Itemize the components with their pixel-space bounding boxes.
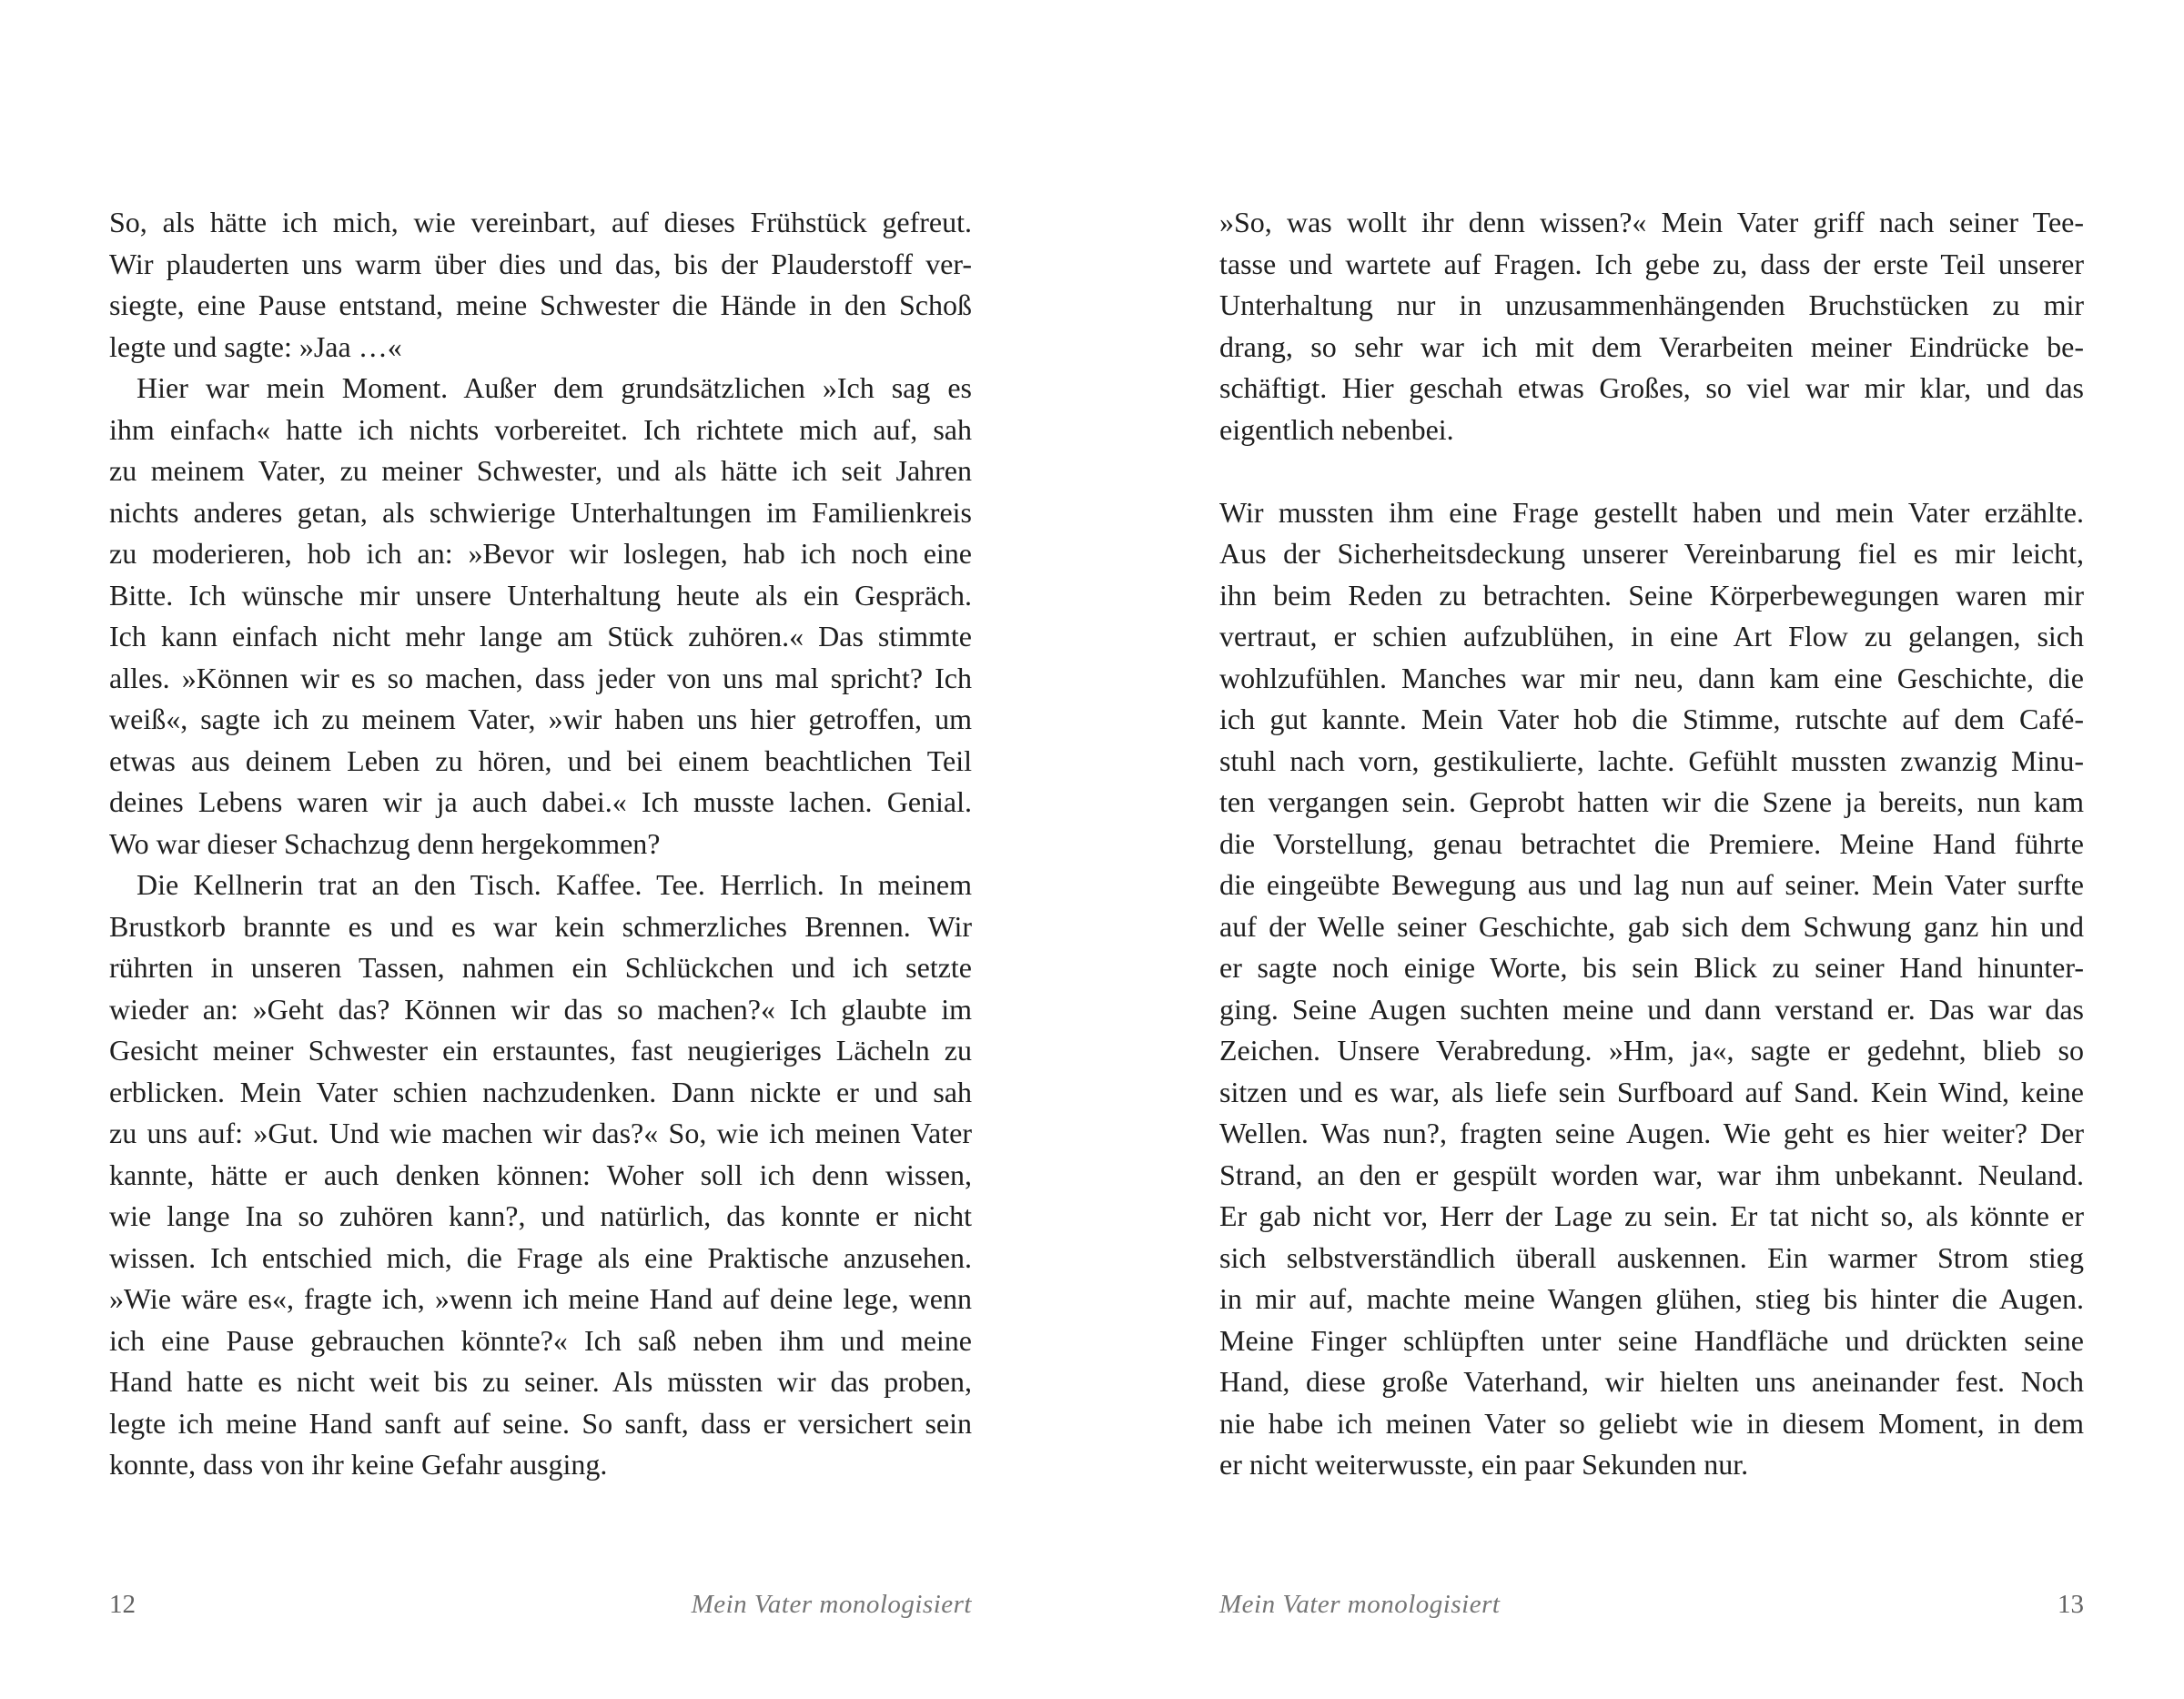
- text-line: kannte, hätte er auch denken können: Woher soll ich denn wissen,: [109, 1158, 972, 1191]
- text-line: die eingeübte Bewegung aus und lag nun auf seiner. Mein Vater surfte: [1219, 868, 2084, 901]
- text-line: auf der Welle seiner Geschichte, gab sich dem Schwung ganz hin und: [1219, 909, 2084, 943]
- text-line: stuhl nach vorn, gestikulierte, lachte. Gefühlt mussten zwanzig Minu-: [1219, 743, 2084, 777]
- text-line: siegte, eine Pause entstand, meine Schwester die Hände in den Schoß: [109, 288, 972, 321]
- page-footer: [109, 1587, 972, 1622]
- text-line: drang, so sehr war ich mit dem Verarbeiten meiner Eindrücke be-: [1219, 329, 2084, 363]
- text-line: Hand hatte es nicht weit bis zu seiner. Als müssten wir das proben,: [109, 1365, 972, 1398]
- text-line: zu uns auf: »Gut. Und wie machen wir das?« So, wie ich meinen Vater: [109, 1117, 972, 1149]
- text-line: alles. »Können wir es so machen, dass jeder von uns mal spricht? Ich: [109, 661, 972, 694]
- text-line: eigentlich nebenbei.: [1219, 412, 1454, 446]
- text-line: deines Lebens waren wir ja auch dabei.« Ich musste lachen. Genial.: [109, 785, 972, 818]
- text-line: Wir plauderten uns warm über dies und das, bis der Plauderstoff ver-: [109, 247, 972, 280]
- text-line: ihm einfach« hatte ich nichts vorbereitet. Ich richtete mich auf, sah: [109, 412, 972, 446]
- text-line: rührten in unseren Tassen, nahmen ein Schlückchen und ich setzte: [109, 951, 972, 984]
- text-line: Wo war dieser Schachzug denn hergekommen?: [109, 826, 661, 860]
- text-line: wie lange Ina so zuhören kann?, und natürlich, das konnte er nicht: [109, 1199, 972, 1232]
- text-line: Bitte. Ich wünsche mir unsere Unterhaltung heute als ein Gespräch.: [109, 578, 972, 612]
- text-line: Strand, an den er gespült worden war, war ihm unbekannt. Neuland.: [1219, 1158, 2084, 1191]
- text-line: Hand, diese große Vaterhand, wir hielten uns aneinander fest. Noch: [1219, 1365, 2084, 1398]
- text-line: ich gut kannte. Mein Vater hob die Stimme, rutschte auf dem Café-: [1219, 703, 2084, 735]
- text-line: er nicht weiterwusste, ein paar Sekunden nur.: [1219, 1448, 1749, 1481]
- text-line: Die Kellnerin trat an den Tisch. Kaffee. Tee. Herrlich. In meinem: [136, 868, 972, 901]
- text-line: Unterhaltung nur in unzusammenhängenden Bruchstücken zu mir: [1219, 288, 2084, 321]
- text-line: legte und sagte: »Jaa …«: [109, 329, 402, 363]
- text-line: Wellen. Was nun?, fragten seine Augen. Wie geht es hier weiter? Der: [1219, 1117, 2084, 1149]
- text-line: Aus der Sicherheitsdeckung unserer Vereinbarung fiel es mir leicht,: [1219, 537, 2084, 570]
- text-line: Zeichen. Unsere Verabredung. »Hm, ja«, sagte er gedehnt, blieb so: [1219, 1034, 2084, 1067]
- text-line: ten vergangen sein. Geprobt hatten wir die Szene ja bereits, nun kam: [1219, 785, 2084, 818]
- text-line: erblicken. Mein Vater schien nachzudenken. Dann nickte er und sah: [109, 1075, 972, 1108]
- text-line: er sagte noch einige Worte, bis sein Blick zu seiner Hand hinunter-: [1219, 951, 2084, 984]
- text-line: Brustkorb brannte es und es war kein schmerzliches Brennen. Wir: [109, 909, 972, 943]
- text-line: Ich kann einfach nicht mehr lange am Stück zuhören.« Das stimmte: [109, 620, 972, 652]
- text-line: wissen. Ich entschied mich, die Frage als eine Praktische anzusehen.: [109, 1240, 972, 1274]
- text-line: ging. Seine Augen suchten meine und dann verstand er. Das war das: [1219, 992, 2084, 1026]
- page-footer: [1219, 1587, 2084, 1622]
- text-line: legte ich meine Hand sanft auf seine. So sanft, dass er versichert sein: [109, 1406, 972, 1440]
- text-line: Gesicht meiner Schwester ein erstauntes, fast neugieriges Lächeln zu: [109, 1034, 972, 1067]
- text-block: [1219, 202, 2084, 1486]
- text-line: Hier war mein Moment. Außer dem grundsätzlichen »Ich sag es: [136, 371, 972, 404]
- text-line: schäftigt. Hier geschah etwas Großes, so viel war mir klar, und das: [1219, 371, 2084, 404]
- text-line: ihn beim Reden zu betrachten. Seine Körperbewegungen waren mir: [1219, 578, 2084, 612]
- text-line: konnte, dass von ihr keine Gefahr ausging.: [109, 1448, 608, 1481]
- text-line: wohlzufühlen. Manches war mir neu, dann kam eine Geschichte, die: [1219, 661, 2084, 694]
- text-line: wieder an: »Geht das? Können wir das so machen?« Ich glaubte im: [109, 992, 972, 1026]
- text-line: sich selbstverständlich überall auskennen. Ein warmer Strom stieg: [1219, 1240, 2084, 1274]
- text-line: tasse und wartete auf Fragen. Ich gebe zu, dass der erste Teil unserer: [1219, 247, 2084, 280]
- text-line: Wir mussten ihm eine Frage gestellt haben und mein Vater erzählte.: [1219, 495, 2084, 529]
- text-line: Er gab nicht vor, Herr der Lage zu sein. Er tat nicht so, als könnte er: [1219, 1199, 2084, 1232]
- text-line: zu meinem Vater, zu meiner Schwester, und als hätte ich seit Jahren: [109, 454, 972, 487]
- page-number: 12: [109, 1590, 136, 1619]
- text-line: Meine Finger schlüpften unter seine Handfläche und drückten seine: [1219, 1323, 2084, 1357]
- text-block: [109, 202, 972, 1486]
- text-line: die Vorstellung, genau betrachtet die Premiere. Meine Hand führte: [1219, 826, 2084, 860]
- text-line: zu moderieren, hob ich an: »Bevor wir loslegen, hab ich noch eine: [109, 537, 972, 570]
- text-line: nie habe ich meinen Vater so geliebt wie in diesem Moment, in dem: [1219, 1406, 2084, 1440]
- running-title: Mein Vater monologisiert: [691, 1590, 972, 1619]
- running-title: Mein Vater monologisiert: [1219, 1590, 1501, 1619]
- text-line: »So, was wollt ihr denn wissen?« Mein Vater griff nach seiner Tee-: [1219, 206, 2084, 238]
- text-line: in mir auf, machte meine Wangen glühen, stieg bis hinter die Augen.: [1219, 1282, 2084, 1315]
- text-line: sitzen und es war, als liefe sein Surfboard auf Sand. Kein Wind, keine: [1219, 1075, 2084, 1108]
- text-line: ich eine Pause gebrauchen könnte?« Ich saß neben ihm und meine: [109, 1323, 972, 1357]
- text-line: nichts anderes getan, als schwierige Unterhaltungen im Familienkreis: [109, 495, 972, 529]
- text-line: etwas aus deinem Leben zu hören, und bei einem beachtlichen Teil: [109, 743, 972, 777]
- blank-line: [1219, 450, 2084, 492]
- text-line: weiß«, sagte ich zu meinem Vater, »wir haben uns hier getroffen, um: [109, 703, 972, 735]
- text-line: vertraut, er schien aufzublühen, in eine Art Flow zu gelangen, sich: [1219, 620, 2084, 652]
- text-line: »Wie wäre es«, fragte ich, »wenn ich meine Hand auf deine lege, wenn: [109, 1282, 972, 1315]
- page-number: 13: [2058, 1590, 2084, 1619]
- text-line: So, als hätte ich mich, wie vereinbart, auf dieses Frühstück gefreut.: [109, 206, 972, 238]
